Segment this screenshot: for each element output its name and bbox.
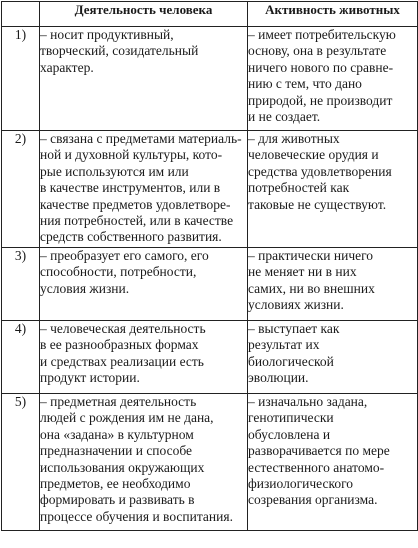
cell-text-line: – имеет потребительскую <box>248 27 396 42</box>
cell-text-line: основу, она в результате <box>248 43 387 59</box>
table-row <box>2 27 418 131</box>
cell-text-line: таковые не существуют. <box>248 196 387 212</box>
animal-activity-cell <box>248 321 418 394</box>
table-row <box>2 394 418 531</box>
cell-text-line: человеческие орудия и <box>248 147 379 163</box>
cell-text-line: качестве предметов удовлетворе- <box>40 196 231 212</box>
animal-activity-cell <box>248 394 418 531</box>
row-number: 5) <box>2 394 40 531</box>
animal-activity-cell <box>248 131 418 248</box>
row-number: 1) <box>2 27 40 131</box>
human-activity-cell <box>40 394 248 531</box>
cell-text-line: – носит продуктивный, <box>40 27 174 42</box>
cell-text-line: в ее разнообразных формах <box>40 337 199 353</box>
cell-text-line: самих, ни во внешних <box>248 280 375 296</box>
row-number: 4) <box>2 321 40 394</box>
cell-text-line: она «задана» в культурном <box>40 426 194 442</box>
header-row <box>2 2 418 27</box>
table-row <box>2 131 418 248</box>
cell-text-line: – практически ничего <box>248 248 374 263</box>
cell-text-line: и не создает. <box>248 109 321 125</box>
cell-text-line: рые используются им или <box>40 163 189 179</box>
cell-text-line: предметов, ее необходимо <box>40 476 191 492</box>
row-number: 3) <box>2 248 40 321</box>
human-activity-cell <box>40 321 248 394</box>
human-activity-cell <box>40 248 248 321</box>
cell-text-line: природой, не производит <box>248 92 393 108</box>
cell-text-line: продукт истории. <box>40 370 140 386</box>
cell-text-line: – предметная деятельность <box>40 394 197 409</box>
cell-text-line: естественного анатомо- <box>248 459 385 475</box>
cell-text-line: физиологического <box>248 476 354 492</box>
cell-text-line: средств собственного развития. <box>40 229 222 245</box>
cell-text-line: ния потребностей, или в качестве <box>40 213 234 229</box>
header-human-activity: Деятельность человека <box>40 2 248 27</box>
cell-text-line: не меняет ни в них <box>248 264 357 280</box>
cell-text-line: формировать и развивать в <box>40 492 195 508</box>
cell-text-line: ной и духовной культуры, кото- <box>40 147 223 163</box>
cell-text-line: разворачивается по мере <box>248 443 390 459</box>
cell-text-line: нию с тем, что дано <box>248 76 362 92</box>
cell-text-line: эволюции. <box>248 370 309 386</box>
header-animal-activity: Активность животных <box>248 2 418 27</box>
cell-text-line: в качестве инструментов, или в <box>40 180 221 196</box>
cell-text-line: – преобразует его самого, его <box>40 248 209 263</box>
cell-text-line: результат их <box>248 337 320 353</box>
cell-text-line: предназначении и способе <box>40 443 193 459</box>
animal-activity-cell <box>248 248 418 321</box>
cell-text-line: – выступает как <box>248 321 340 336</box>
cell-text-line: условиях жизни. <box>248 297 344 313</box>
table-body <box>2 27 418 531</box>
cell-text-line: генотипически <box>248 410 334 426</box>
cell-text-line: потребностей как <box>248 180 350 196</box>
table-row <box>2 248 418 321</box>
cell-text-line: и средствах реализации есть <box>40 353 204 369</box>
cell-text-line: – изначально задана, <box>248 394 368 409</box>
human-activity-cell <box>40 131 248 248</box>
comparison-table <box>1 1 418 531</box>
cell-text-line: людей с рождения им не дана, <box>40 410 214 426</box>
cell-text-line: созревания организма. <box>248 492 378 508</box>
cell-text-line: условия жизни. <box>40 280 130 296</box>
cell-text-line: – человеческая деятельность <box>40 321 206 336</box>
cell-text-line: ничего нового по сравне- <box>248 59 394 75</box>
cell-text-line: – для животных <box>248 131 340 146</box>
cell-text-line: использования окружающих <box>40 459 205 475</box>
human-activity-cell <box>40 27 248 131</box>
cell-text-line: способности, потребности, <box>40 264 197 280</box>
header-num <box>2 2 40 27</box>
cell-text-line: – связана с предметами материаль- <box>40 131 242 146</box>
row-number: 2) <box>2 131 40 248</box>
cell-text-line: биологической <box>248 353 334 369</box>
table-row <box>2 321 418 394</box>
cell-text-line: процессе обучения и воспитания. <box>40 508 233 524</box>
cell-text-line: обусловлена и <box>248 426 331 442</box>
cell-text-line: средства удовлетворения <box>248 163 392 179</box>
cell-text-line: творческий, созидательный <box>40 43 199 59</box>
animal-activity-cell <box>248 27 418 131</box>
cell-text-line: характер. <box>40 59 94 75</box>
